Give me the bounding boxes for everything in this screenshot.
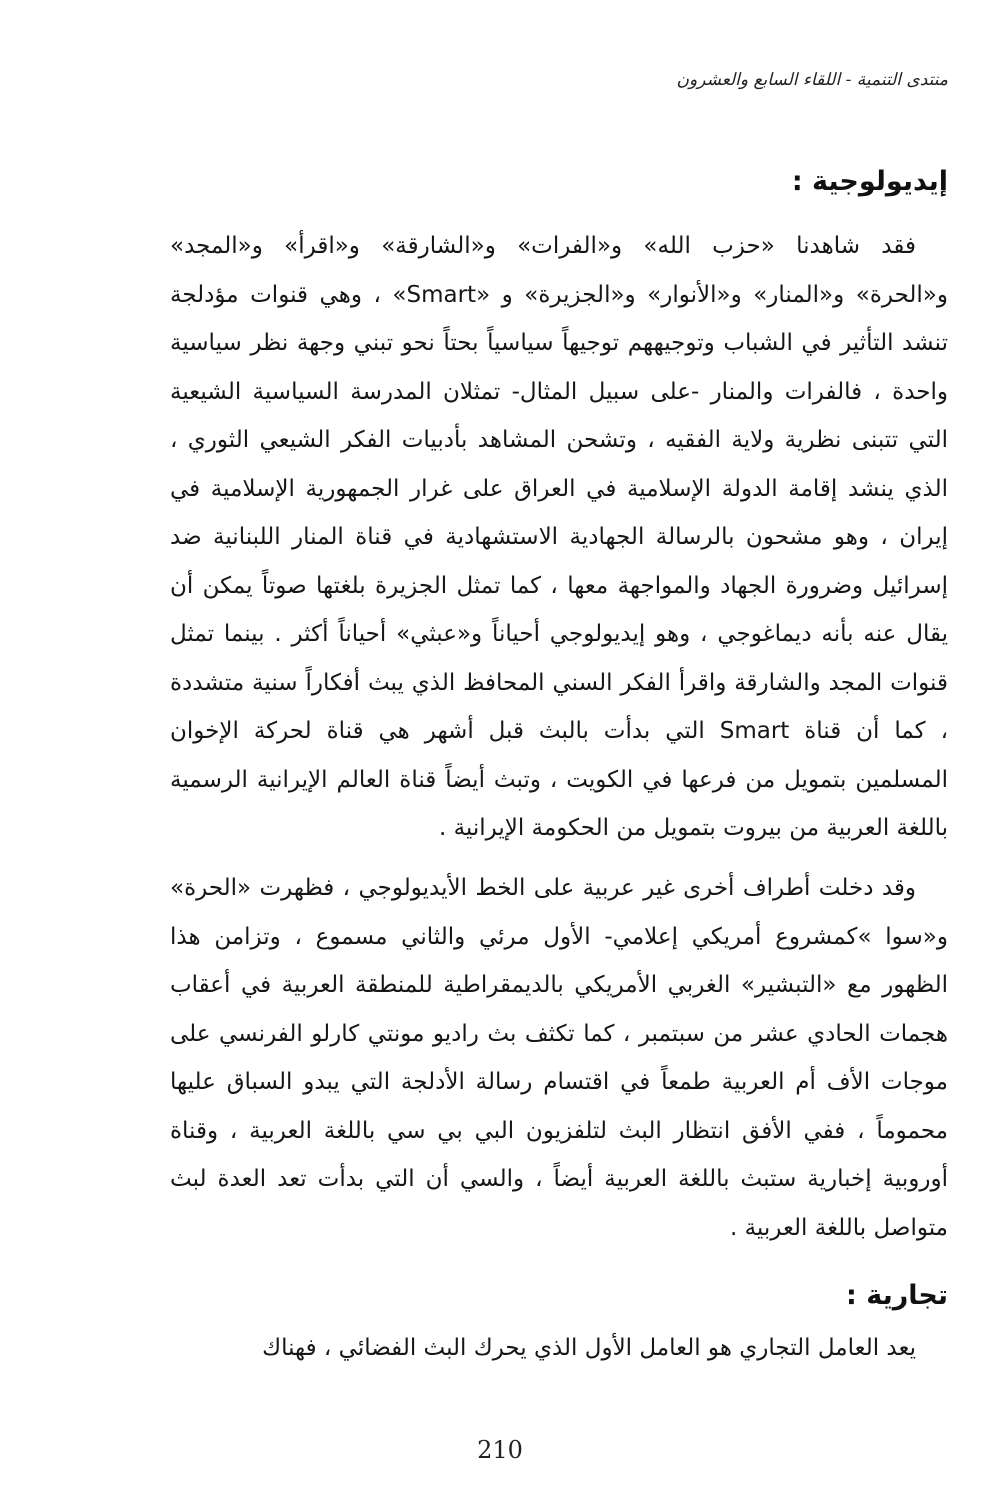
page-number: 210 bbox=[477, 1436, 523, 1464]
paragraph: يعد العامل التجاري هو العامل الأول الذي يحرك البث الفضائي ، فهناك bbox=[262, 1335, 916, 1361]
section-heading-ideological: إيديولوجية : bbox=[791, 166, 948, 197]
paragraph: وقد دخلت أطراف أخرى غير عربية على الخط الأيديولوجي ، فظهرت «الحرة» و«سوا »كمشروع أمريكي إعلامي- الأول مرئي والثاني مسموع ، وتزامن هذا الظهور مع «التبشير» الغربي الأمريكي بالديمقراطية للمنطقة العربية في أعقاب هجمات الحادي عشر من سبتمبر ، كما تكثف بث راديو مونتي كارلو الفرنسي على موجات الأف أم العربية طمعاً في اقتسام رسالة الأدلجة التي يبدو السباق عليها محموماً ، ففي الأفق انتظار البث لتلفزيون البي بي سي باللغة العربية ، وقناة أوروبية إخبارية ستبث باللغة العربية أيضاً ، والسي أن التي بدأت تعد العدة لبث متواصل باللغة العربية . bbox=[170, 875, 948, 1241]
paragraph: فقد شاهدنا «حزب الله» و«الفرات» و«الشارقة» و«اقرأ» و«المجد» و«الحرة» و«المنار» و«الأنوار» و«الجزيرة» و «Smart» ، وهي قنوات مؤدلجة تنشد التأثير في الشباب وتوجيههم توجيهاً سياسياً بحتاً نحو تبني وجهة نظر سياسية واحدة ، فالفرات والمنار -على سبيل المثال- تمثلان المدرسة السياسية الشيعية التي تتبنى نظرية ولاية الفقيه ، وتشحن المشاهد بأدبيات الفكر الشيعي الثوري ، الذي ينشد إقامة الدولة الإسلامية في العراق على غرار الجمهورية الإسلامية في إيران ، وهو مشحون بالرسالة الجهادية الاستشهادية في قناة المنار اللبنانية ضد إسرائيل وضرورة الجهاد والمواجهة معها ، كما تمثل الجزيرة بلغتها صوتاً يمكن أن يقال عنه بأنه ديماغوجي ، وهو إيديولوجي أحياناً و«عبثي» أحياناً أكثر . بينما تمثل قنوات المجد والشارقة واقرأ الفكر السني المحافظ الذي يبث أفكاراً سنية متشددة ، كما أن قناة Smart التي بدأت بالبث قبل أشهر هي قناة لحركة الإخوان المسلمين بتمويل من فرعها في الكويت ، وتبث أيضاً قناة العالم الإيرانية الرسمية باللغة العربية من بيروت بتمويل من الحكومة الإيرانية . bbox=[170, 233, 948, 841]
section-heading-commercial: تجارية : bbox=[846, 1280, 948, 1311]
running-header: منتدى التنمية - اللقاء السابع والعشرون bbox=[676, 70, 948, 90]
